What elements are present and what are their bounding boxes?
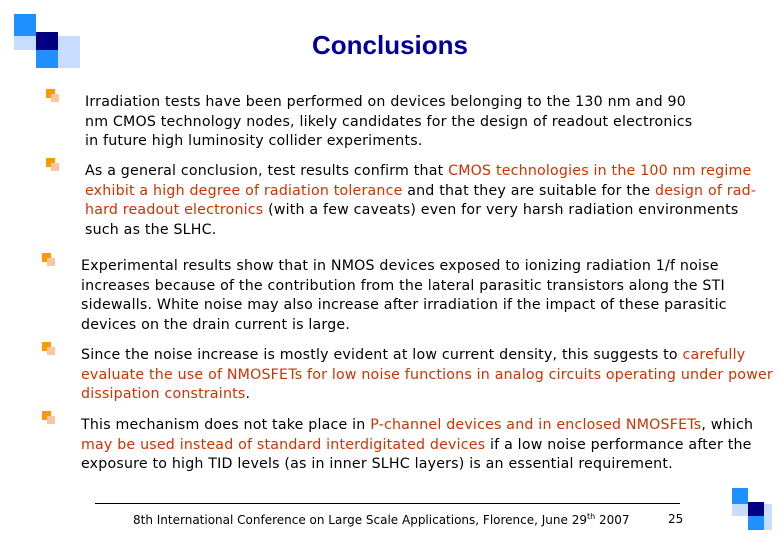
bullet-icon: [46, 89, 62, 105]
logo-square-navy: [748, 502, 764, 516]
bullet-text-3: Experimental results show that in NMOS devices exposed to ionizing radiation 1/f noise increases because of the contribution from the lateral parasitic transistors along the STI sidewalls. White noise may also increase after irradiation if the impact of these parasitic devices on the drain current is large.: [81, 258, 727, 334]
bullet-text-2: As a general conclusion, test results confirm that CMOS technologies in the 100 nm regime exhibit a high degree of radiation tolerance and that they are suitable for the design of rad-hard readout electronics (with a few caveats) even for very harsh radiation environments such as the SLHC.: [85, 163, 757, 239]
bullet-text-1: Irradiation tests have been performed on devices belonging to the 130 nm and 90 nm CMOS technology nodes, likely candidates for the design of readout electronics in future high luminosity collider experiments.: [85, 94, 693, 150]
slide-title: Conclusions: [311, 30, 468, 60]
logo-bottom-right: [732, 488, 772, 534]
page-number: 25: [668, 512, 684, 526]
bullet-text-4: Since the noise increase is mostly evident at low current density, this suggests to carefully evaluate the use of NMOSFETs for low noise functions in analog circuits operating under power dissipation constraints.: [81, 347, 773, 403]
logo-square-light: [732, 504, 748, 516]
bullet-icon: [42, 411, 58, 427]
bullet-text-5: This mechanism does not take place in P-channel devices and in enclosed NMOSFETs, which may be used instead of standard interdigitated devices if a low noise performance after the exposure to high TID levels (as in inner SLHC layers) is an essential requirement.: [81, 417, 754, 473]
footer-conference: 8th International Conference on Large Scale Applications, Florence, June 29th 2007: [133, 512, 630, 527]
bullet-icon: [46, 158, 62, 174]
logo-square-blue2: [748, 516, 764, 530]
footer-divider: [95, 503, 680, 504]
logo-square-light2: [764, 504, 772, 530]
logo-square-blue: [732, 488, 748, 504]
bullet-icon: [42, 253, 58, 269]
bullet-icon: [42, 342, 58, 358]
